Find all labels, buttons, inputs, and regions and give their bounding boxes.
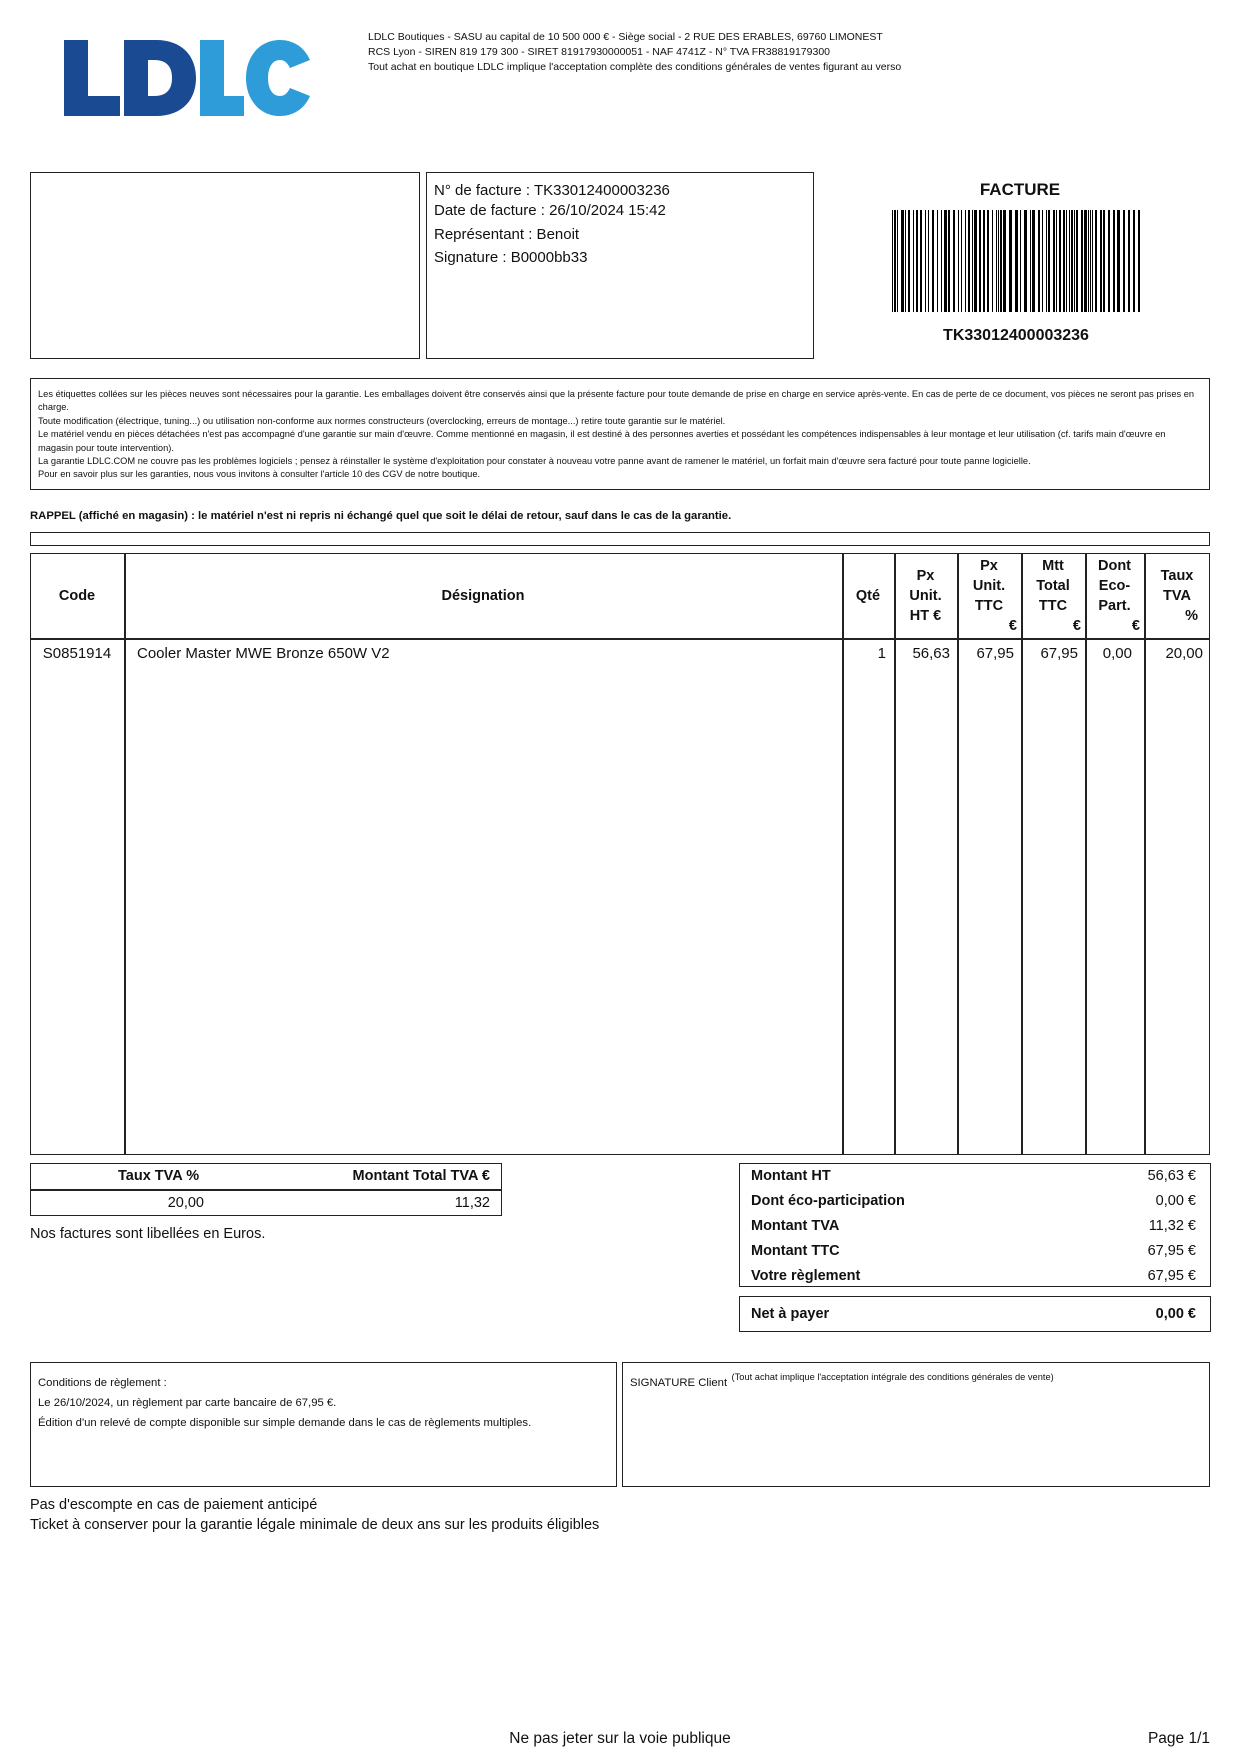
barcode-bar — [1123, 210, 1125, 312]
payment-received-value: 67,95 € — [1147, 1268, 1196, 1284]
barcode-bar — [1066, 210, 1067, 312]
barcode-bar — [920, 210, 922, 312]
header-total-ttc: Mtt Total TTC € — [1036, 558, 1081, 634]
barcode-bar — [941, 210, 942, 312]
barcode-bar — [928, 210, 929, 312]
barcode-bar — [1138, 210, 1140, 312]
barcode-bar — [932, 210, 934, 312]
invoice-number: N° de facture : TK33012400003236 — [434, 182, 670, 199]
net-to-pay-value: 0,00 € — [1155, 1306, 1196, 1322]
notice-paragraph-4: La garantie LDLC.COM ne couvre pas les problèmes logiciels ; pensez à réinstaller le système d'exploitation pour constater à nouveau votre panne avant de ramener le matériel, un forfait main d'œuvre sera facturé pour toute panne logicielle. — [38, 456, 1031, 467]
barcode-bar — [1117, 210, 1120, 312]
header-pu-ttc: Px Unit. TTC € — [972, 558, 1017, 634]
barcode-bar — [1048, 210, 1050, 312]
warranty-notice — [30, 378, 1210, 490]
total-tva-label: Montant TVA — [751, 1218, 840, 1234]
customer-address-box — [30, 172, 420, 359]
page-number: Page 1/1 — [1147, 1730, 1210, 1747]
barcode-bar — [979, 210, 981, 312]
notice-paragraph-2: Toute modification (électrique, tuning...) ou utilisation non-conforme aux normes constructeurs (overclocking, erreurs de montage...) retire toute garantie sur le matériel. — [38, 415, 726, 426]
barcode-bar — [965, 210, 966, 312]
barcode-bar — [1038, 210, 1040, 312]
barcode-bar — [925, 210, 926, 312]
barcode-bar — [1076, 210, 1078, 312]
cell-pu-ttc: 67,95 — [976, 645, 1014, 662]
header-pu-ht: Px Unit. HT € — [909, 568, 942, 624]
column-divider — [1085, 553, 1087, 1155]
vat-amount: 11,32 — [454, 1195, 490, 1211]
barcode-bar — [1000, 210, 1002, 312]
barcode-bar — [1100, 210, 1102, 312]
barcode-bar — [1042, 210, 1043, 312]
company-line-2: RCS Lyon - SIREN 819 179 300 - SIRET 81917930000051 - NAF 4741Z - N° TVA FR38819179300 — [368, 46, 830, 58]
barcode-bar — [1032, 210, 1035, 312]
barcode-bar — [992, 210, 993, 312]
barcode-bar — [974, 210, 977, 312]
client-signature-note: (Tout achat implique l'acceptation intégrale des conditions générales de vente) — [731, 1372, 1054, 1382]
barcode-bar — [1095, 210, 1097, 312]
barcode-bar — [1056, 210, 1057, 312]
cell-total-ttc: 67,95 — [1040, 645, 1078, 662]
barcode-bar — [1090, 210, 1091, 312]
cell-qty: 1 — [877, 645, 886, 662]
barcode-bar — [1063, 210, 1065, 312]
total-ttc-value: 67,95 € — [1147, 1243, 1196, 1259]
barcode-bar — [958, 210, 959, 312]
barcode-bar — [948, 210, 950, 312]
payment-conditions-line-1: Le 26/10/2024, un règlement par carte bancaire de 67,95 €. — [38, 1397, 337, 1409]
barcode-bar — [953, 210, 955, 312]
net-to-pay-label: Net à payer — [751, 1306, 830, 1322]
company-info — [368, 30, 901, 75]
barcode-bar — [1108, 210, 1110, 312]
table-top-bar — [30, 532, 1210, 546]
barcode-bar — [905, 210, 906, 312]
barcode-bar — [1081, 210, 1083, 312]
total-ttc-label: Montant TTC — [751, 1243, 840, 1259]
currency-note: Nos factures sont libellées en Euros. — [30, 1226, 266, 1242]
barcode-bar — [972, 210, 973, 312]
barcode-bar — [1053, 210, 1055, 312]
return-policy-reminder: RAPPEL (affiché en magasin) : le matériel n'est ni repris ni échangé quel que soit le délai de retour, sauf dans le cas de la garantie. — [30, 510, 732, 522]
vat-rate: 20,00 — [167, 1195, 204, 1211]
barcode-bar — [983, 210, 985, 312]
eco-participation-value: 0,00 € — [1155, 1193, 1196, 1209]
vat-header-rate: Taux TVA % — [118, 1168, 200, 1184]
footer-disposal-note: Ne pas jeter sur la voie publique — [509, 1730, 731, 1747]
barcode-bar — [944, 210, 947, 312]
ldlc-logo — [64, 40, 310, 116]
document-title: FACTURE — [979, 180, 1061, 199]
ldlc-logo-svg — [64, 40, 310, 116]
barcode-bar — [1015, 210, 1018, 312]
header-designation: Désignation — [441, 588, 525, 604]
vat-summary-separator — [30, 1189, 502, 1191]
barcode-bar — [1088, 210, 1089, 312]
barcode-bar — [916, 210, 918, 312]
company-line-1: LDLC Boutiques - SASU au capital de 10 500 000 € - Siège social - 2 RUE DES ERABLES, 69760 LIMONEST — [368, 31, 883, 43]
barcode-bar — [937, 210, 938, 312]
barcode-bar — [894, 210, 896, 312]
warranty-keep-note: Ticket à conserver pour la garantie légale minimale de deux ans sur les produits éligibles — [30, 1517, 600, 1533]
header-code: Code — [58, 588, 96, 604]
barcode-bar — [1074, 210, 1075, 312]
column-divider — [1021, 553, 1023, 1155]
barcode-bar — [1003, 210, 1006, 312]
cell-designation: Cooler Master MWE Bronze 650W V2 — [137, 645, 390, 662]
column-divider — [842, 553, 844, 1155]
cell-eco-part: 0,00 — [1102, 645, 1132, 662]
cell-code: S0851914 — [42, 645, 112, 662]
barcode-bar — [1133, 210, 1135, 312]
column-divider — [1144, 553, 1146, 1155]
barcode-bar — [1059, 210, 1061, 312]
payment-received-label: Votre règlement — [751, 1268, 861, 1284]
header-qty: Qté — [855, 588, 881, 604]
items-table — [30, 553, 1210, 1155]
barcode-bar — [1128, 210, 1130, 312]
client-signature-box — [622, 1362, 1210, 1487]
payment-conditions-line-2: Édition d'un relevé de compte disponible sur simple demande dans le cas de règlements multiples. — [38, 1417, 532, 1429]
signature-code: Signature : B0000bb33 — [434, 249, 588, 266]
total-ht-label: Montant HT — [751, 1168, 831, 1184]
cell-tva-rate: 20,00 — [1165, 645, 1203, 662]
barcode-bar — [913, 210, 914, 312]
barcode-bar — [998, 210, 999, 312]
barcode-bar — [1103, 210, 1105, 312]
invoice-date: Date de facture : 26/10/2024 15:42 — [434, 202, 666, 219]
barcode-bar — [892, 210, 893, 312]
barcode-bar — [968, 210, 970, 312]
notice-paragraph-3: Le matériel vendu en pièces détachées n'est pas accompagné d'une garantie sur main d'œuvre. Comme mentionné en magasin, il est destiné à des personnes averties et possédant les compétences indispensables à leur montage et leur utilisation (cf. tarifs main d'œuvre en magasin pour toute intervention). — [38, 429, 1166, 453]
barcode-bar — [996, 210, 997, 312]
notice-paragraph-5: Pour en savoir plus sur les garanties, nous vous invitons à consulter l'article 10 des CGV de notre boutique. — [38, 469, 481, 480]
table-header-separator — [30, 638, 1210, 640]
invoice-info-box — [426, 172, 814, 359]
barcode-bar — [908, 210, 910, 312]
header-eco-part: Dont Eco- Part. € — [1097, 558, 1140, 634]
barcode-bar — [1084, 210, 1087, 312]
barcode-bar — [1092, 210, 1093, 312]
cell-pu-ht: 56,63 — [912, 645, 950, 662]
barcode — [890, 210, 1142, 312]
barcode-bar — [987, 210, 989, 312]
vat-header-amount: Montant Total TVA € — [352, 1168, 490, 1184]
client-signature-label: SIGNATURE Client — [630, 1377, 728, 1389]
barcode-bar — [1069, 210, 1070, 312]
barcode-bar — [1071, 210, 1073, 312]
column-divider — [894, 553, 896, 1155]
total-ht-value: 56,63 € — [1147, 1168, 1196, 1184]
barcode-bar — [1046, 210, 1047, 312]
header-tva-rate: Taux TVA % — [1160, 568, 1198, 624]
payment-conditions-title: Conditions de règlement : — [38, 1377, 167, 1389]
payment-conditions-box — [30, 1362, 617, 1487]
total-tva-value: 11,32 € — [1148, 1218, 1196, 1234]
barcode-bar — [1020, 210, 1021, 312]
company-line-3: Tout achat en boutique LDLC implique l'acceptation complète des conditions générales de ventes figurant au verso — [368, 61, 902, 73]
barcode-number: TK33012400003236 — [943, 327, 1089, 344]
barcode-bar — [1113, 210, 1115, 312]
barcode-bar — [1009, 210, 1012, 312]
barcode-bar — [901, 210, 904, 312]
barcode-bar — [961, 210, 962, 312]
eco-participation-label: Dont éco-participation — [751, 1193, 905, 1209]
barcode-bar — [897, 210, 898, 312]
notice-paragraph-1: Les étiquettes collées sur les pièces neuves sont nécessaires pour la garantie. Les emballages doivent être conservés ainsi que la présente facture pour toute demande de prise en charge en service après-vente. En cas de perte de ce document, vos pièces ne seront pas prises en charge. — [38, 389, 1195, 413]
barcode-bar — [1024, 210, 1027, 312]
representative: Représentant : Benoit — [434, 226, 580, 243]
column-divider — [957, 553, 959, 1155]
column-divider — [124, 553, 126, 1155]
no-discount-note: Pas d'escompte en cas de paiement anticipé — [30, 1497, 318, 1513]
barcode-bar — [1030, 210, 1031, 312]
